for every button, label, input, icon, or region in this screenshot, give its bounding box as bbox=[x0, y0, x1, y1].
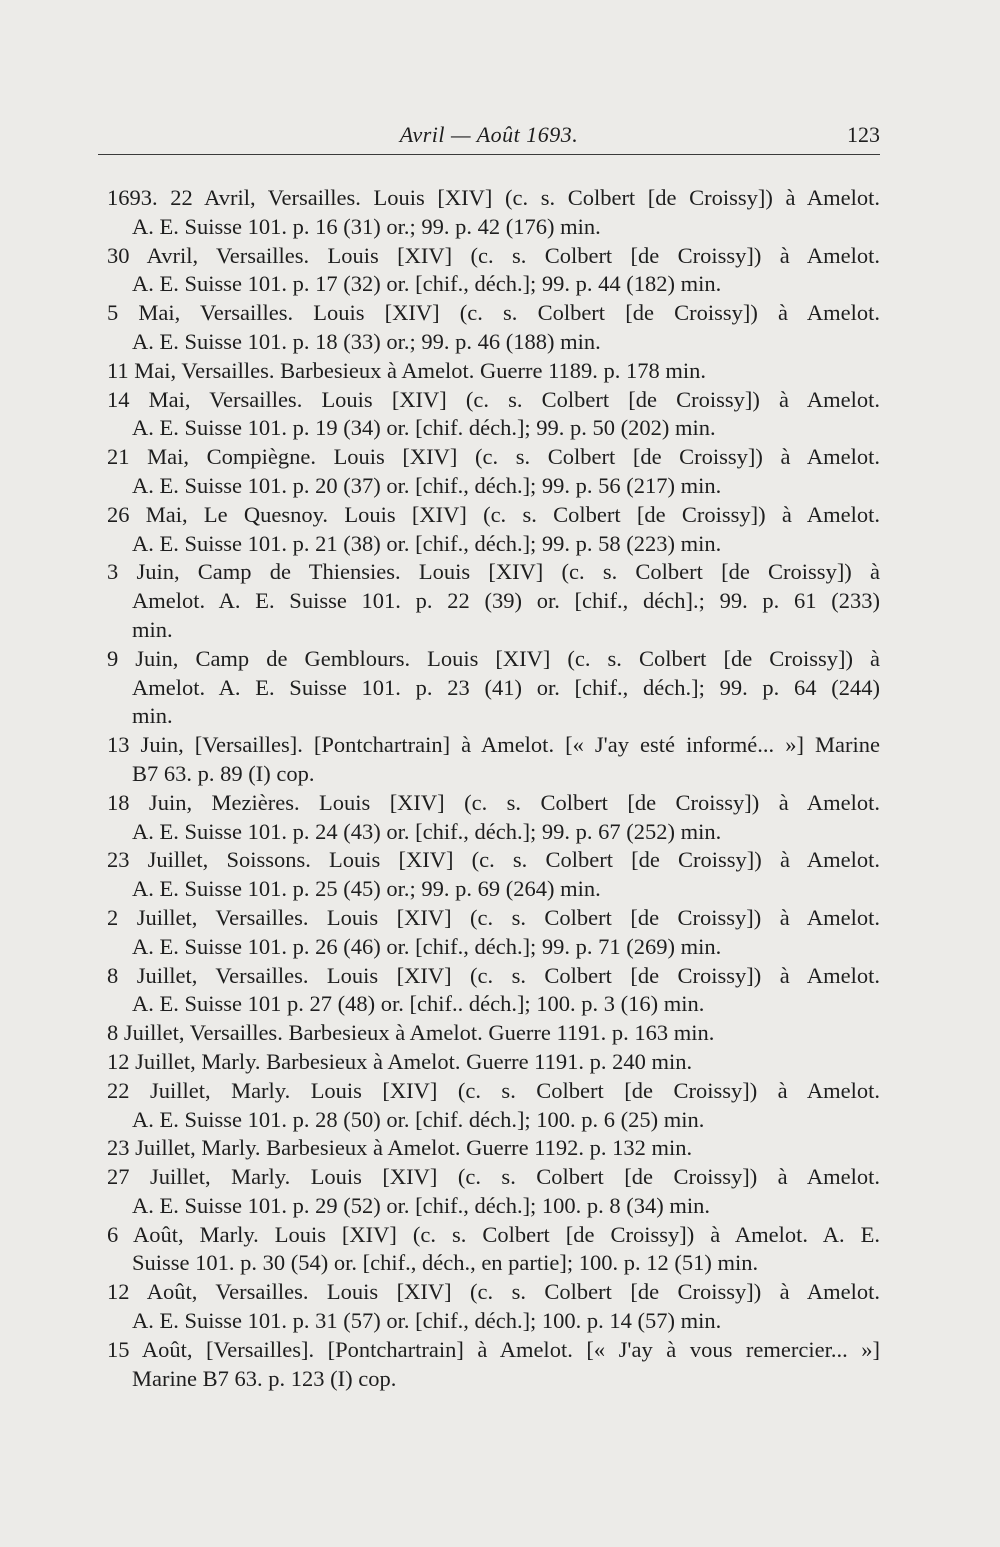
entry-line: 13 Juin, [Versailles]. [Pontchartrain] à Amelot. [« J'ay esté informé... »] Marine bbox=[107, 732, 880, 758]
entry-line: 15 Août, [Versailles]. [Pontchartrain] à Amelot. [« J'ay à vous remercier... »] bbox=[107, 1336, 880, 1362]
calendar-entry bbox=[105, 904, 880, 962]
entry-line: 5 Mai, Versailles. Louis [XIV] (c. s. Colbert [de Croissy]) à Amelot. bbox=[107, 300, 880, 326]
entry-line: 26 Mai, Le Quesnoy. Louis [XIV] (c. s. Colbert [de Croissy]) à Amelot. bbox=[107, 501, 880, 527]
calendar-entry bbox=[105, 386, 880, 444]
entry-line: A. E. Suisse 101. p. 20 (37) or. [chif., déch.]; 99. p. 56 (217) min. bbox=[132, 472, 722, 498]
calendar-entry bbox=[105, 1163, 880, 1221]
entry-line: A. E. Suisse 101. p. 16 (31) or.; 99. p. 42 (176) min. bbox=[132, 213, 601, 239]
entry-line: 18 Juin, Mezières. Louis [XIV] (c. s. Colbert [de Croissy]) à Amelot. bbox=[107, 789, 880, 815]
calendar-entry bbox=[105, 558, 880, 644]
entry-line: A. E. Suisse 101. p. 29 (52) or. [chif., déch.]; 100. p. 8 (34) min. bbox=[132, 1192, 711, 1218]
page-number: 123 bbox=[847, 122, 880, 147]
entry-line: A. E. Suisse 101. p. 18 (33) or.; 99. p. 46 (188) min. bbox=[132, 328, 601, 354]
entry-line: 2 Juillet, Versailles. Louis [XIV] (c. s. Colbert [de Croissy]) à Amelot. bbox=[107, 904, 880, 930]
entry-line: A. E. Suisse 101. p. 21 (38) or. [chif., déch.]; 99. p. 58 (223) min. bbox=[132, 530, 722, 556]
entry-line: A. E. Suisse 101. p. 24 (43) or. [chif., déch.]; 99. p. 67 (252) min. bbox=[132, 818, 722, 844]
entry-line: 8 Juillet, Versailles. Louis [XIV] (c. s. Colbert [de Croissy]) à Amelot. bbox=[107, 962, 880, 988]
calendar-entry bbox=[105, 501, 880, 559]
entry-line: A. E. Suisse 101. p. 25 (45) or.; 99. p. 69 (264) min. bbox=[132, 876, 601, 902]
calendar-entry bbox=[105, 645, 880, 731]
entry-line: 11 Mai, Versailles. Barbesieux à Amelot. Guerre 1189. p. 178 min. bbox=[107, 357, 707, 383]
entry-line: A. E. Suisse 101. p. 31 (57) or. [chif., déch.]; 100. p. 14 (57) min. bbox=[132, 1308, 722, 1334]
calendar-entry bbox=[105, 242, 880, 300]
entry-line: min. bbox=[132, 616, 173, 642]
entry-line: min. bbox=[132, 703, 173, 729]
calendar-entry bbox=[105, 357, 880, 386]
running-head bbox=[98, 120, 880, 155]
calendar-entry bbox=[105, 1278, 880, 1336]
entry-line: Suisse 101. p. 30 (54) or. [chif., déch., en partie]; 100. p. 12 (51) min. bbox=[132, 1250, 759, 1276]
entry-line: A. E. Suisse 101. p. 26 (46) or. [chif., déch.]; 99. p. 71 (269) min. bbox=[132, 933, 722, 959]
entry-line: Marine B7 63. p. 123 (I) cop. bbox=[132, 1365, 397, 1391]
entry-line: 23 Juillet, Marly. Barbesieux à Amelot. Guerre 1192. p. 132 min. bbox=[107, 1135, 693, 1161]
entry-line: 9 Juin, Camp de Gemblours. Louis [XIV] (c. s. Colbert [de Croissy]) à bbox=[107, 645, 880, 671]
calendar-entry bbox=[105, 1019, 880, 1048]
calendar-entry bbox=[105, 1336, 880, 1394]
entry-line: A. E. Suisse 101. p. 19 (34) or. [chif. déch.]; 99. p. 50 (202) min. bbox=[132, 415, 716, 441]
entry-line: A. E. Suisse 101. p. 17 (32) or. [chif., déch.]; 99. p. 44 (182) min. bbox=[132, 271, 722, 297]
calendar-entry bbox=[105, 962, 880, 1020]
entry-line: 30 Avril, Versailles. Louis [XIV] (c. s. Colbert [de Croissy]) à Amelot. bbox=[107, 242, 880, 268]
calendar-entry bbox=[105, 789, 880, 847]
entry-line: 21 Mai, Compiègne. Louis [XIV] (c. s. Colbert [de Croissy]) à Amelot. bbox=[107, 444, 880, 470]
calendar-entry bbox=[105, 846, 880, 904]
entry-line: 1693. 22 Avril, Versailles. Louis [XIV] (c. s. Colbert [de Croissy]) à Amelot. bbox=[107, 185, 880, 210]
running-title: Avril — Août 1693. bbox=[399, 122, 579, 147]
entry-line: B7 63. p. 89 (I) cop. bbox=[132, 760, 315, 786]
calendar-entry bbox=[105, 184, 880, 242]
calendar-entry bbox=[105, 1048, 880, 1077]
calendar-entries bbox=[105, 184, 880, 1393]
entry-line: 14 Mai, Versailles. Louis [XIV] (c. s. Colbert [de Croissy]) à Amelot. bbox=[107, 386, 880, 412]
entry-line: Amelot. A. E. Suisse 101. p. 22 (39) or. [chif., déch].; 99. p. 61 (233) bbox=[132, 588, 880, 614]
entry-line: 27 Juillet, Marly. Louis [XIV] (c. s. Colbert [de Croissy]) à Amelot. bbox=[107, 1164, 880, 1190]
calendar-entry bbox=[105, 731, 880, 789]
entry-line: Amelot. A. E. Suisse 101. p. 23 (41) or. [chif., déch.]; 99. p. 64 (244) bbox=[132, 674, 880, 700]
entry-line: 23 Juillet, Soissons. Louis [XIV] (c. s. Colbert [de Croissy]) à Amelot. bbox=[107, 847, 880, 873]
entry-line: 22 Juillet, Marly. Louis [XIV] (c. s. Colbert [de Croissy]) à Amelot. bbox=[107, 1077, 880, 1103]
calendar-entry bbox=[105, 443, 880, 501]
entry-line: 12 Août, Versailles. Louis [XIV] (c. s. Colbert [de Croissy]) à Amelot. bbox=[107, 1279, 880, 1305]
calendar-entry bbox=[105, 1077, 880, 1135]
calendar-entry bbox=[105, 1221, 880, 1279]
calendar-entry bbox=[105, 299, 880, 357]
entry-line: 12 Juillet, Marly. Barbesieux à Amelot. Guerre 1191. p. 240 min. bbox=[107, 1048, 693, 1074]
entry-line: 3 Juin, Camp de Thiensies. Louis [XIV] (c. s. Colbert [de Croissy]) à bbox=[107, 559, 880, 585]
calendar-entry bbox=[105, 1134, 880, 1163]
entry-line: A. E. Suisse 101 p. 27 (48) or. [chif.. déch.]; 100. p. 3 (16) min. bbox=[132, 991, 705, 1017]
entry-line: 8 Juillet, Versailles. Barbesieux à Amelot. Guerre 1191. p. 163 min. bbox=[107, 1020, 715, 1046]
entry-line: A. E. Suisse 101. p. 28 (50) or. [chif. déch.]; 100. p. 6 (25) min. bbox=[132, 1106, 705, 1132]
entry-line: 6 Août, Marly. Louis [XIV] (c. s. Colbert [de Croissy]) à Amelot. A. E. bbox=[107, 1221, 880, 1247]
